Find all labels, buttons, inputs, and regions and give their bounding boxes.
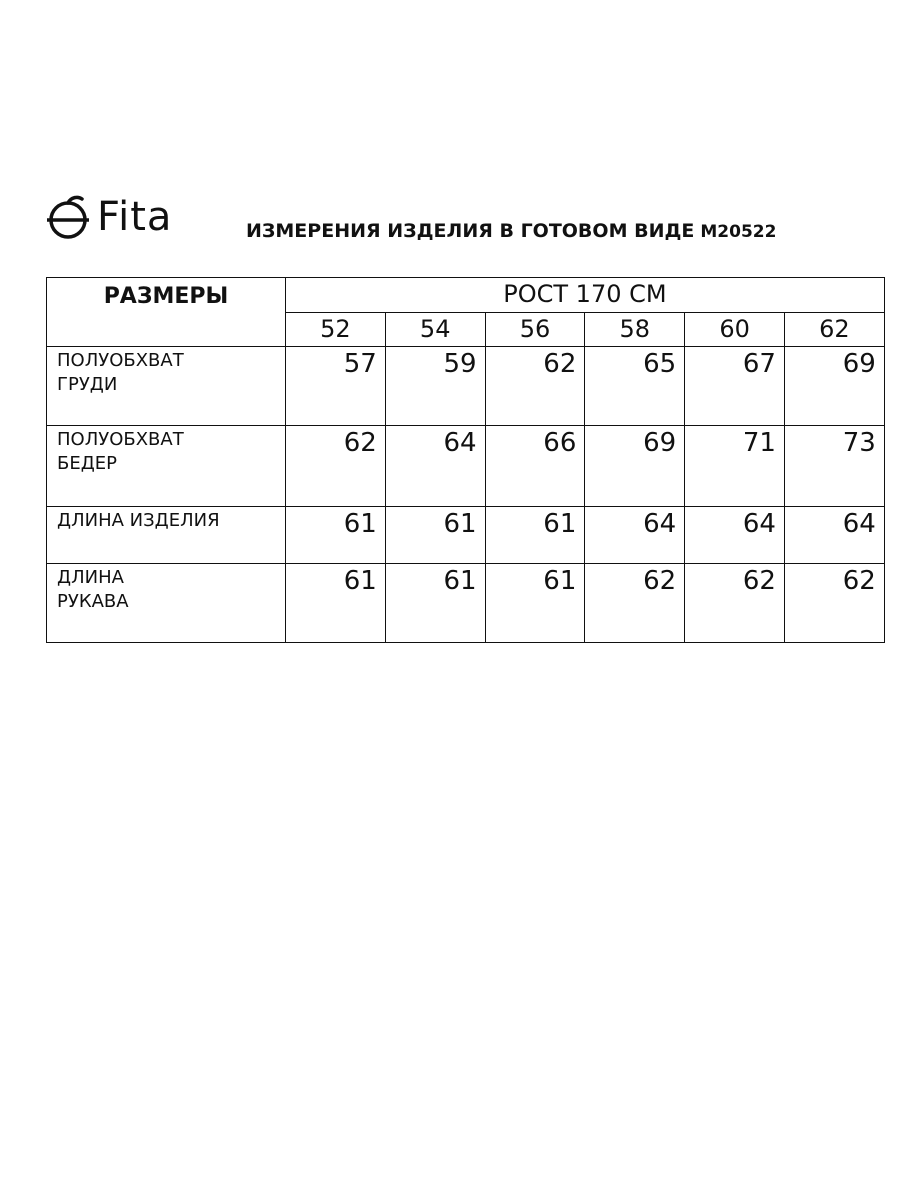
row-label-line: БЕДЕР [57, 453, 118, 474]
table-cell: 61 [385, 564, 485, 643]
table-cell: 62 [685, 564, 785, 643]
size-header-cell: 52 [286, 312, 386, 347]
size-header-cell: 54 [385, 312, 485, 347]
size-header-cell: 58 [585, 312, 685, 347]
table-row [47, 507, 885, 564]
table-cell: 66 [485, 426, 585, 507]
table-cell: 67 [685, 347, 785, 426]
size-header-cell: 62 [784, 312, 884, 347]
table-cell: 64 [685, 507, 785, 564]
row-label-line: РУКАВА [57, 591, 129, 612]
document-title-text: ИЗМЕРЕНИЯ ИЗДЕЛИЯ В ГОТОВОМ ВИДЕ [246, 220, 695, 242]
fita-logo-icon [45, 194, 91, 240]
table-cell: 64 [784, 507, 884, 564]
row-label-line: ГРУДИ [57, 374, 118, 395]
table-row [47, 564, 885, 643]
table-cell: 62 [585, 564, 685, 643]
table-cell: 71 [685, 426, 785, 507]
table-cell: 61 [485, 507, 585, 564]
table-row [47, 426, 885, 507]
row-label-line: ДЛИНА ИЗДЕЛИЯ [57, 510, 220, 531]
row-label-line: ПОЛУОБХВАТ [57, 429, 184, 450]
table-cell: 69 [585, 426, 685, 507]
model-code: М20522 [700, 222, 777, 242]
brand-logo [45, 192, 195, 242]
table-row [47, 347, 885, 426]
brand-name: Fita [97, 194, 173, 240]
row-label-line: ДЛИНА [57, 567, 124, 588]
table-cell: 62 [286, 426, 386, 507]
table-cell: 64 [585, 507, 685, 564]
table-cell: 61 [385, 507, 485, 564]
document-title [246, 217, 776, 246]
sizes-header: РАЗМЕРЫ [47, 278, 286, 347]
row-label [47, 564, 286, 643]
table-cell: 62 [485, 347, 585, 426]
table-cell: 59 [385, 347, 485, 426]
row-label [47, 426, 286, 507]
table-cell: 61 [485, 564, 585, 643]
row-label [47, 347, 286, 426]
height-header: РОСТ 170 СМ [286, 278, 885, 313]
row-label-line: ПОЛУОБХВАТ [57, 350, 184, 371]
table-cell: 61 [286, 564, 386, 643]
table-cell: 62 [784, 564, 884, 643]
table-cell: 61 [286, 507, 386, 564]
table-cell: 57 [286, 347, 386, 426]
row-label [47, 507, 286, 564]
size-header-cell: 56 [485, 312, 585, 347]
table-cell: 65 [585, 347, 685, 426]
table-cell: 69 [784, 347, 884, 426]
table-cell: 73 [784, 426, 884, 507]
table-cell: 64 [385, 426, 485, 507]
size-header-cell: 60 [685, 312, 785, 347]
size-measurements-table [46, 277, 885, 643]
